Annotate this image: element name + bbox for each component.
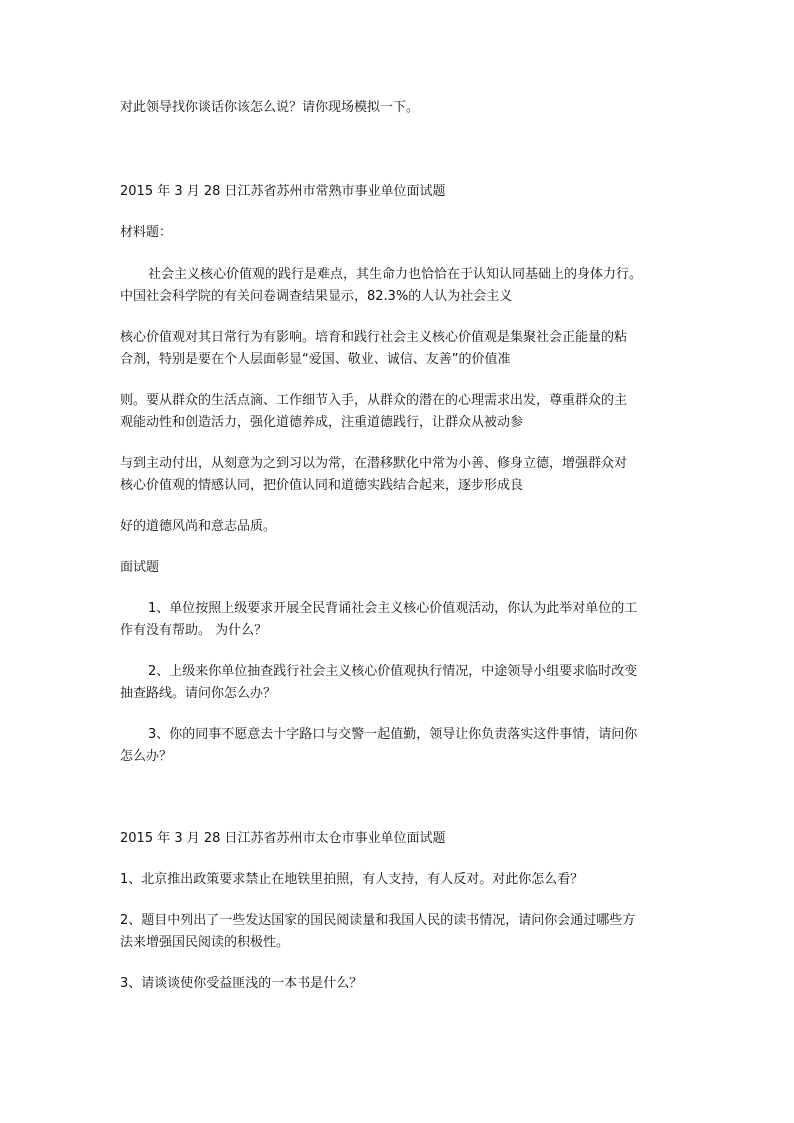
material-p2-line1: 核心价值观对其日常行为有影响。培育和践行社会主义核心价值观是集聚社会正能量的粘 — [120, 330, 628, 345]
section1-q1-line2: 作有没有帮助。 为什么？ — [120, 623, 268, 638]
section1-q1-line1: 1、单位按照上级要求开展全民背诵社会主义核心价值观活动，你认为此举对单位的工 — [148, 601, 638, 616]
section1-heading: 2015 年 3 月 28 日江苏省苏州市常熟市事业单位面试题 — [120, 184, 446, 199]
material-p1-line1: 社会主义核心价值观的践行是难点，其生命力也恰恰在于认知认同基础上的身体力行。 — [148, 267, 643, 282]
section1-q3-line1: 3、你的同事不愿意去十字路口与交警一起值勤，领导让你负责落实这件事情，请问你 — [148, 727, 638, 742]
section2-q1: 1、北京推出政策要求禁止在地铁里拍照，有人支持，有人反对。对此你怎么看？ — [120, 872, 584, 887]
section1-q2-line1: 2、上级来你单位抽查践行社会主义核心价值观执行情况，中途领导小组要求临时改变 — [148, 664, 638, 679]
section1-q3-line2: 怎么办？ — [120, 749, 173, 764]
material-p3-line2: 观能动性和创造活力，强化道德养成，注重道德践行，让群众从被动参 — [120, 415, 524, 430]
section2-heading: 2015 年 3 月 28 日江苏省苏州市太仓市事业单位面试题 — [120, 831, 446, 846]
material-p2-line2: 合剂，特别是要在个人层面彰显“爱国、敬业、诚信、友善”的价值准 — [120, 352, 511, 367]
section2-q2-line2: 法来增强国民阅读的积极性。 — [120, 935, 290, 950]
section2-q3: 3、请谈谈使你受益匪浅的一本书是什么？ — [120, 976, 363, 991]
material-p4-line1: 与到主动付出，从刻意为之到习以为常，在潜移默化中常为小善、修身立德，增强群众对 — [120, 456, 628, 471]
section1-q2-line2: 抽查路线。请问你怎么办？ — [120, 686, 277, 701]
material-p3-line1: 则。要从群众的生活点滴、工作细节入手，从群众的潜在的心理需求出发，尊重群众的主 — [120, 393, 628, 408]
material-p5-line1: 好的道德风尚和意志品质。 — [120, 519, 277, 534]
material-p4-line2: 核心价值观的情感认同，把价值认同和道德实践结合起来，逐步形成良 — [120, 478, 524, 493]
intro-question: 对此领导找你谈话你该怎么说？请你现场模拟一下。 — [120, 100, 420, 115]
material-p1-line2: 中国社会科学院的有关问卷调查结果显示，82.3%的人认为社会主义 — [120, 289, 513, 304]
section2-q2-line1: 2、题目中列出了一些发达国家的国民阅读量和我国人民的读书情况，请问你会通过哪些方 — [120, 913, 636, 928]
material-label: 材料题： — [120, 225, 173, 240]
interview-label: 面试题 — [120, 560, 160, 575]
